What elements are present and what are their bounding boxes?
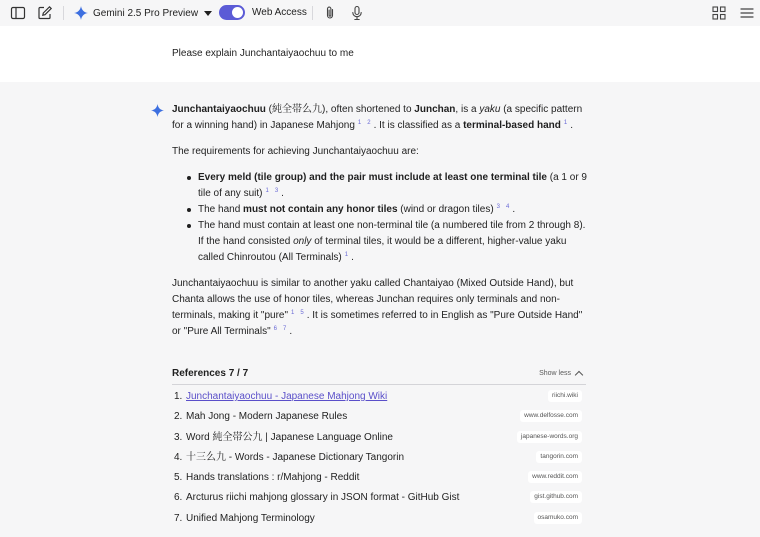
- reference-domain: osamuko.com: [534, 512, 582, 524]
- text: . It is sometimes referred to in English as "Pure Outside Hand" or "Pure All Terminals": [172, 310, 583, 337]
- reference-number: 1.: [174, 391, 183, 402]
- citation-marker[interactable]: 3: [274, 188, 279, 194]
- top-toolbar: [0, 0, 760, 26]
- reference-number: 7.: [174, 512, 183, 524]
- assistant-response: [172, 102, 588, 350]
- text: (純全帯么九), often shortened to: [265, 104, 415, 115]
- text: (a specific pattern for a winning hand) in Japanese Mahjong: [172, 104, 583, 131]
- list-item: [172, 218, 588, 266]
- gemini-spark-icon: [74, 6, 88, 20]
- chevron-up-icon: [575, 371, 583, 379]
- reference-item[interactable]: [174, 470, 584, 490]
- sidebar-toggle-icon[interactable]: [9, 4, 27, 22]
- citation-marker[interactable]: 1: [563, 120, 568, 126]
- reference-domain: www.reddit.com: [528, 471, 582, 483]
- text: The hand: [198, 204, 244, 215]
- reference-item[interactable]: [174, 490, 584, 510]
- new-chat-icon[interactable]: [36, 4, 54, 22]
- citation-marker[interactable]: 1: [265, 188, 269, 194]
- reference-item[interactable]: [174, 389, 584, 409]
- citation-marker[interactable]: 6: [273, 326, 277, 332]
- text: (wind or dragon tiles): [397, 204, 494, 215]
- reference-domain: gist.github.com: [530, 491, 582, 503]
- list-item: [172, 170, 588, 202]
- reference-item[interactable]: [174, 511, 584, 531]
- web-access-label: Web Access: [252, 7, 307, 18]
- references-title: References 7 / 7: [172, 368, 249, 379]
- reference-link[interactable]: Junchantaiyaochuu - Japanese Mahjong Wiki: [186, 391, 388, 402]
- term-italic: only: [293, 236, 312, 247]
- reference-number: 3.: [174, 431, 183, 443]
- term-bold: Junchantaiyaochuu: [172, 104, 266, 115]
- requirements-list: [172, 170, 588, 266]
- reference-domain: riichi.wiki: [548, 390, 582, 402]
- reference-number: 5.: [174, 472, 183, 484]
- show-less-label: Show less: [539, 370, 571, 377]
- answer-paragraph: [172, 276, 588, 340]
- attach-icon[interactable]: [321, 4, 339, 22]
- model-selector[interactable]: [74, 4, 212, 22]
- microphone-icon[interactable]: [348, 4, 366, 22]
- web-access-toggle[interactable]: [219, 5, 245, 20]
- reference-number: 6.: [174, 492, 183, 504]
- reference-domain: tangorin.com: [536, 451, 582, 463]
- reference-link[interactable]: Hands translations : r/Mahjong - Reddit: [186, 472, 360, 484]
- reference-item[interactable]: [174, 430, 584, 450]
- reference-item[interactable]: [174, 409, 584, 429]
- menu-icon[interactable]: [738, 4, 756, 22]
- reference-domain: japanese-words.org: [517, 431, 582, 443]
- text: .: [512, 204, 516, 215]
- term-bold: Every meld (tile group) and the pair must include at least one terminal tile: [198, 172, 547, 183]
- citation-marker[interactable]: 7: [282, 326, 287, 332]
- reference-link[interactable]: Mah Jong - Modern Japanese Rules: [186, 411, 348, 423]
- text: . It is classified as a: [373, 120, 464, 131]
- text: of terminal tiles, it would be a different, higher-value yaku called Chinroutou (All Terminals): [198, 236, 567, 263]
- citation-marker[interactable]: 1: [344, 252, 349, 258]
- toggle-knob: [232, 7, 243, 18]
- grid-icon[interactable]: [710, 4, 728, 22]
- list-item: [172, 202, 588, 218]
- text: , is a: [455, 104, 480, 115]
- reference-domain: www.delfosse.com: [520, 410, 582, 422]
- text: The hand must contain at least one non-terminal tile (a numbered tile from 2 through 8). If the hand consisted: [198, 220, 586, 247]
- citation-marker[interactable]: 5: [300, 310, 304, 316]
- text: .: [351, 252, 354, 263]
- text: .: [281, 188, 284, 199]
- reference-link[interactable]: Unified Mahjong Terminology: [186, 512, 315, 524]
- show-less-button[interactable]: [539, 369, 582, 378]
- citation-marker[interactable]: 2: [367, 120, 371, 126]
- answer-paragraph: The requirements for achieving Junchantaiyaochuu are:: [172, 146, 419, 157]
- references-list: [174, 389, 584, 531]
- citation-marker[interactable]: 1: [357, 120, 362, 126]
- reference-link[interactable]: Word 純全帯公九 | Japanese Language Online: [186, 431, 393, 443]
- references-header: [172, 367, 586, 385]
- user-message: Please explain Junchantaiyaochuu to me: [172, 48, 354, 59]
- gemini-spark-icon: [151, 104, 164, 117]
- text: .: [570, 120, 574, 131]
- chevron-down-icon: [204, 11, 212, 16]
- citation-marker[interactable]: 4: [506, 204, 510, 210]
- reference-link[interactable]: 十三么九 - Words - Japanese Dictionary Tangorin: [186, 451, 405, 463]
- term-italic: yaku: [479, 104, 501, 115]
- text: Junchantaiyaochuu is similar to another yaku called Chantaiyao (Mixed Outside Hand), but Chanta allows the use of honor tiles, whereas Junchan requires only terminals and non-terminals, making it "pure": [172, 278, 574, 321]
- term-bold: terminal-based hand: [463, 120, 561, 131]
- model-name: Gemini 2.5 Pro Preview: [93, 7, 199, 19]
- citation-marker[interactable]: 3: [496, 204, 500, 210]
- term-bold: Junchan: [414, 104, 456, 115]
- citation-marker[interactable]: 1: [291, 310, 295, 316]
- toolbar-divider: [312, 6, 313, 20]
- text: (a 1 or 9 tile of any suit): [198, 172, 587, 199]
- text: .: [289, 326, 293, 337]
- reference-number: 4.: [174, 451, 183, 463]
- toolbar-divider: [63, 6, 64, 20]
- term-bold: must not contain any honor tiles: [243, 204, 398, 215]
- answer-paragraph: [172, 102, 588, 134]
- reference-number: 2.: [174, 411, 183, 423]
- user-message-area: [0, 26, 760, 82]
- reference-item[interactable]: [174, 450, 584, 470]
- reference-link[interactable]: Arcturus riichi mahjong glossary in JSON format - GitHub Gist: [186, 492, 460, 504]
